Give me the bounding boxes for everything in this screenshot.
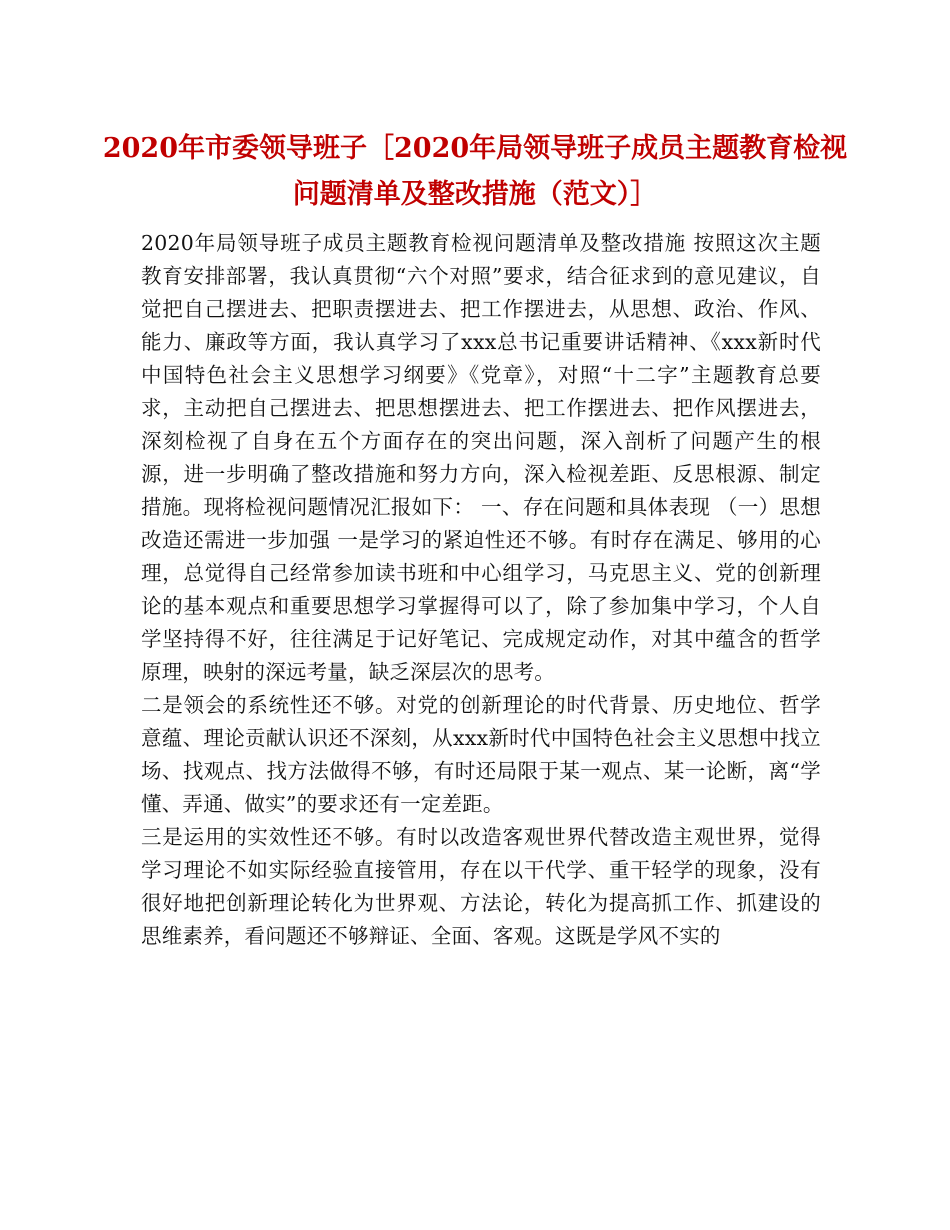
paragraph-intro: 2020年局领导班子成员主题教育检视问题清单及整改措施 按照这次主题教育安排部署，我认真贯彻“六个对照”要求，结合征求到的意见建议，自觉把自己摆进去、把职责摆进去、把工作摆进去，从思想、政治、作风、能力、廉政等方面，我认真学习了xxx总书记重要讲话精神、《xxx新时代中国特色社会主义思想学习纲要》《党章》，对照“十二字”主题教育总要求，主动把自己摆进去、把思想摆进去、把工作摆进去、把作风摆进去，深刻检视了自身在五个方面存在的突出问题，深入剖析了问题产生的根源，进一步明确了整改措施和努力方向，深入检视差距、反思根源、制定措施。现将检视问题情况汇报如下： 一、存在问题和具体表现 （一）思想改造还需进一步加强 一是学习的紧迫性还不够。有时存在满足、够用的心理，总觉得自己经常参加读书班和中心组学习，马克思主义、党的创新理论的基本观点和重要思想学习掌握得可以了，除了参加集中学习，个人自学坚持得不好，往往满足于记好笔记、完成规定动作，对其中蕴含的哲学原理，映射的深远考量，缺乏深层次的思考。 bbox=[141, 231, 821, 684]
paragraph-third-point: 三是运用的实效性还不够。有时以改造客观世界代替改造主观世界，觉得学习理论不如实际经验直接管用，存在以干代学、重干轻学的现象，没有很好地把创新理论转化为世界观、方法论，转化为提高抓工作、抓建设的思维素养，看问题还不够辩证、全面、客观。这既是学风不实的 bbox=[141, 825, 821, 948]
paragraph-second-point: 二是领会的系统性还不够。对党的创新理论的时代背景、历史地位、哲学意蕴、理论贡献认识还不深刻，从xxx新时代中国特色社会主义思想中找立场、找观点、找方法做得不够，有时还局限于某一观点、某一论断，离“学懂、弄通、做实”的要求还有一定差距。 bbox=[141, 693, 821, 816]
document-title: 2020年市委领导班子［2020年局领导班子成员主题教育检视问题清单及整改措施（范文）］ bbox=[102, 133, 848, 210]
document-body bbox=[141, 227, 821, 953]
